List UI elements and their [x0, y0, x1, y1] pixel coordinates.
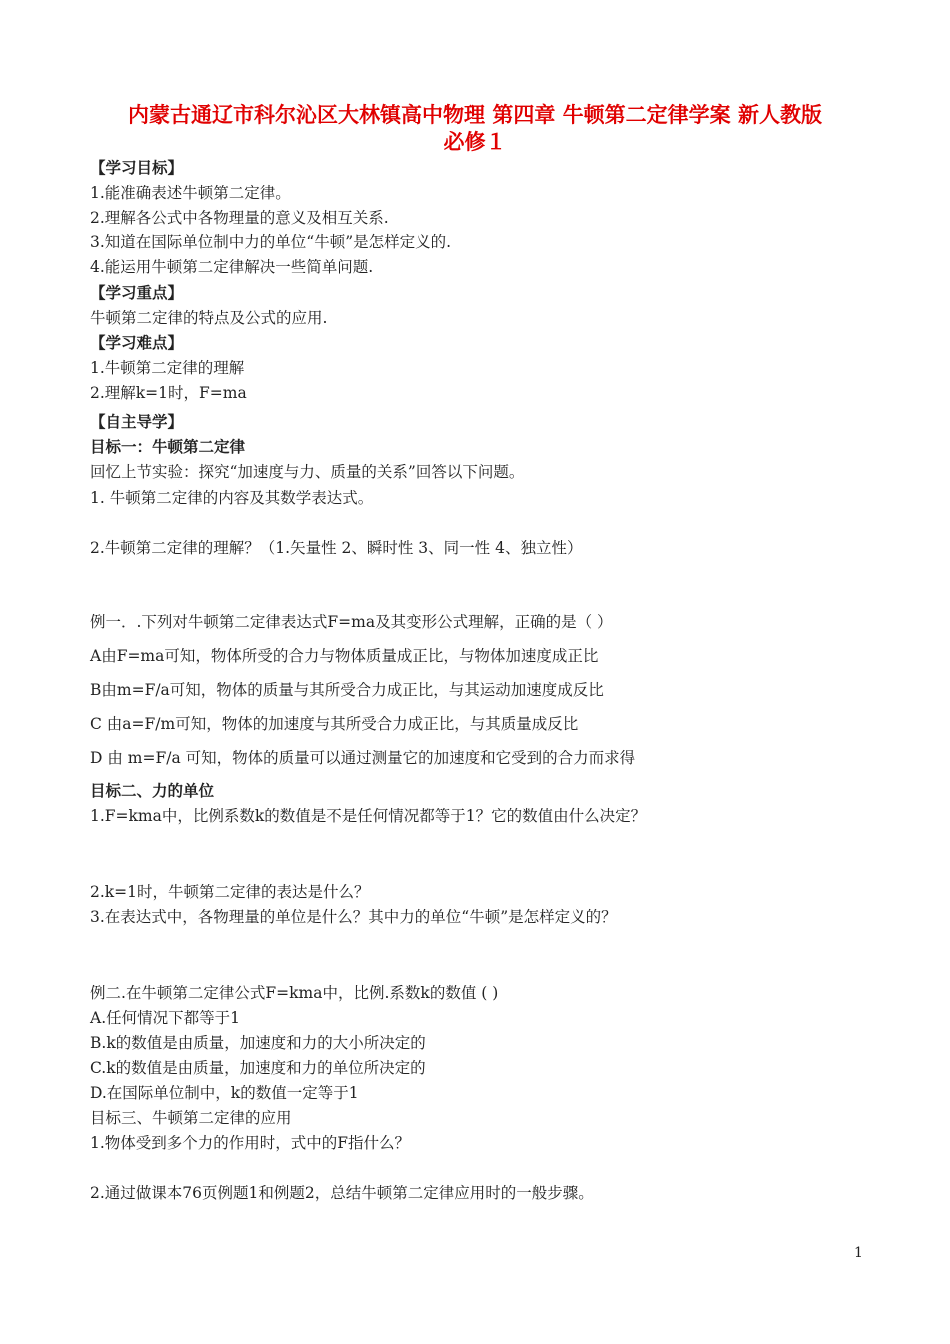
example-one-option-d: D 由 m=F/a 可知，物体的质量可以通过测量它的加速度和它受到的合力而求得 — [90, 749, 636, 767]
example-two-stem: 例二.在牛顿第二定律公式F=kma中，比例.系数k的数值 ( ) — [90, 984, 499, 1002]
section-heading-self-study: 【自主导学】 — [90, 412, 184, 431]
example-two-option-c: C.k的数值是由质量，加速度和力的单位所决定的 — [90, 1059, 426, 1077]
objective-item: 4.能运用牛顿第二定律解决一些简单问题. — [90, 258, 374, 276]
goal-one-heading: 目标一：牛顿第二定律 — [90, 437, 246, 456]
page-number: 1 — [854, 1245, 863, 1261]
difficulty-item: 2.理解k=1时，F=ma — [90, 384, 247, 402]
goal-three-question: 1.物体受到多个力的作用时，式中的F指什么？ — [90, 1134, 411, 1152]
document-title-line2: 必修１ — [443, 129, 507, 154]
goal-three-heading: 目标三、牛顿第二定律的应用 — [90, 1109, 292, 1127]
section-heading-difficulties: 【学习难点】 — [90, 333, 184, 352]
example-one-stem: 例一．.下列对牛顿第二定律表达式F=ma及其变形公式理解，正确的是（ ） — [90, 613, 613, 631]
difficulty-item: 1.牛顿第二定律的理解 — [90, 359, 245, 377]
section-heading-objectives: 【学习目标】 — [90, 158, 184, 177]
goal-two-question: 2.k=1时，牛顿第二定律的表达是什么？ — [90, 883, 370, 901]
example-one-option-b: B由m=F/a可知，物体的质量与其所受合力成正比，与其运动加速度成反比 — [90, 681, 604, 699]
example-one-option-a: A由F=ma可知，物体所受的合力与物体质量成正比，与物体加速度成正比 — [90, 647, 599, 665]
example-two-option-b: B.k的数值是由质量，加速度和力的大小所决定的 — [90, 1034, 426, 1052]
document-title-line1: 内蒙古通辽市科尔沁区大林镇高中物理 第四章 牛顿第二定律学案 新人教版 — [128, 102, 822, 127]
objective-item: 2.理解各公式中各物理量的意义及相互关系. — [90, 209, 389, 227]
goal-three-question: 2.通过做课本76页例题1和例题2，总结牛顿第二定律应用时的一般步骤。 — [90, 1184, 594, 1202]
objective-item: 1.能准确表述牛顿第二定律。 — [90, 184, 291, 202]
example-one-option-c: C 由a=F/m可知，物体的加速度与其所受合力成正比，与其质量成反比 — [90, 715, 579, 733]
goal-one-intro: 回忆上节实验：探究“加速度与力、质量的关系”回答以下问题。 — [90, 463, 525, 481]
example-two-option-a: A.任何情况下都等于1 — [90, 1009, 240, 1027]
goal-two-heading: 目标二、力的单位 — [90, 781, 215, 800]
key-point-item: 牛顿第二定律的特点及公式的应用. — [90, 309, 328, 327]
example-two-option-d: D.在国际单位制中，k的数值一定等于1 — [90, 1084, 359, 1102]
section-heading-key-points: 【学习重点】 — [90, 283, 184, 302]
goal-one-question: 1. 牛顿第二定律的内容及其数学表达式。 — [90, 489, 374, 507]
goal-two-question: 1.F=kma中，比例系数k的数值是不是任何情况都等于1？它的数值由什么决定？ — [90, 807, 647, 825]
goal-two-question: 3.在表达式中，各物理量的单位是什么？其中力的单位“牛顿”是怎样定义的？ — [90, 908, 617, 926]
goal-one-question: 2.牛顿第二定律的理解？（1.矢量性 2、瞬时性 3、同一性 4、独立性） — [90, 539, 583, 557]
objective-item: 3.知道在国际单位制中力的单位“牛顿”是怎样定义的. — [90, 233, 452, 251]
